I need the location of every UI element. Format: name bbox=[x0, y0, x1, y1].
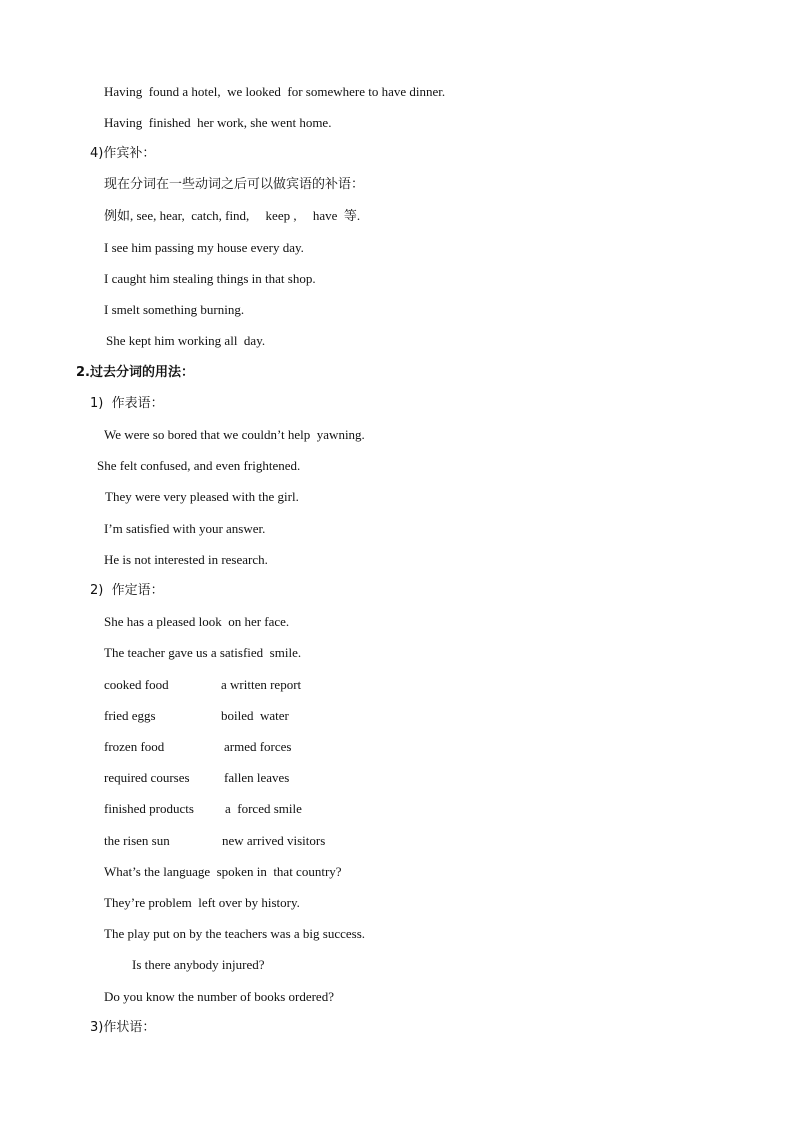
phrase-left: frozen food bbox=[104, 739, 165, 754]
phrase-left: required courses bbox=[104, 770, 190, 785]
example-sentence: I see him passing my house every day. bbox=[104, 240, 304, 255]
phrase-right: a forced smile bbox=[225, 801, 302, 816]
phrase-left: cooked food bbox=[104, 677, 169, 692]
example-having-finished: Having finished her work, she went home. bbox=[104, 115, 332, 130]
phrase-right: boiled water bbox=[221, 708, 289, 723]
phrase-right: fallen leaves bbox=[224, 770, 290, 785]
phrase-right: armed forces bbox=[224, 739, 292, 754]
example-sentence: Do you know the number of books ordered? bbox=[104, 989, 334, 1004]
example-having-found: Having found a hotel, we looked for somewhere to have dinner. bbox=[104, 84, 446, 99]
section-heading-past-participle: 2.过去分词的用法： bbox=[76, 365, 194, 380]
phrase-right: a written report bbox=[221, 677, 302, 692]
example-sentence: I caught him stealing things in that shop. bbox=[104, 271, 316, 286]
example-sentence: What’s the language spoken in that country? bbox=[104, 864, 342, 879]
phrase-right: new arrived visitors bbox=[222, 833, 326, 848]
subheading-attributive: 2) 作定语： bbox=[90, 583, 164, 598]
subheading-predicative: 1) 作表语： bbox=[90, 396, 164, 411]
example-sentence: They were very pleased with the girl. bbox=[105, 489, 299, 504]
example-sentence: She kept him working all day. bbox=[106, 333, 266, 348]
subheading-adverbial: 3)作状语： bbox=[90, 1020, 156, 1035]
subheading-object-complement: 4)作宾补： bbox=[90, 146, 156, 161]
example-sentence: They’re problem left over by history. bbox=[104, 895, 300, 910]
example-sentence: He is not interested in research. bbox=[104, 552, 268, 567]
phrase-left: finished products bbox=[104, 801, 194, 816]
example-sentence: We were so bored that we couldn’t help yawning. bbox=[104, 427, 365, 442]
object-complement-verbs: 例如, see, hear, catch, find, keep , have 等. bbox=[104, 208, 361, 223]
example-sentence: She has a pleased look on her face. bbox=[104, 614, 290, 629]
phrase-left: the risen sun bbox=[104, 833, 170, 848]
example-sentence: The play put on by the teachers was a big success. bbox=[104, 926, 366, 941]
example-sentence: I’m satisfied with your answer. bbox=[104, 521, 266, 536]
object-complement-intro: 现在分词在一些动词之后可以做宾语的补语： bbox=[104, 177, 365, 192]
phrase-left: fried eggs bbox=[104, 708, 156, 723]
example-sentence: I smelt something burning. bbox=[104, 302, 245, 317]
example-sentence: The teacher gave us a satisfied smile. bbox=[104, 645, 302, 660]
example-sentence: She felt confused, and even frightened. bbox=[97, 458, 301, 473]
example-sentence: Is there anybody injured? bbox=[132, 957, 265, 972]
